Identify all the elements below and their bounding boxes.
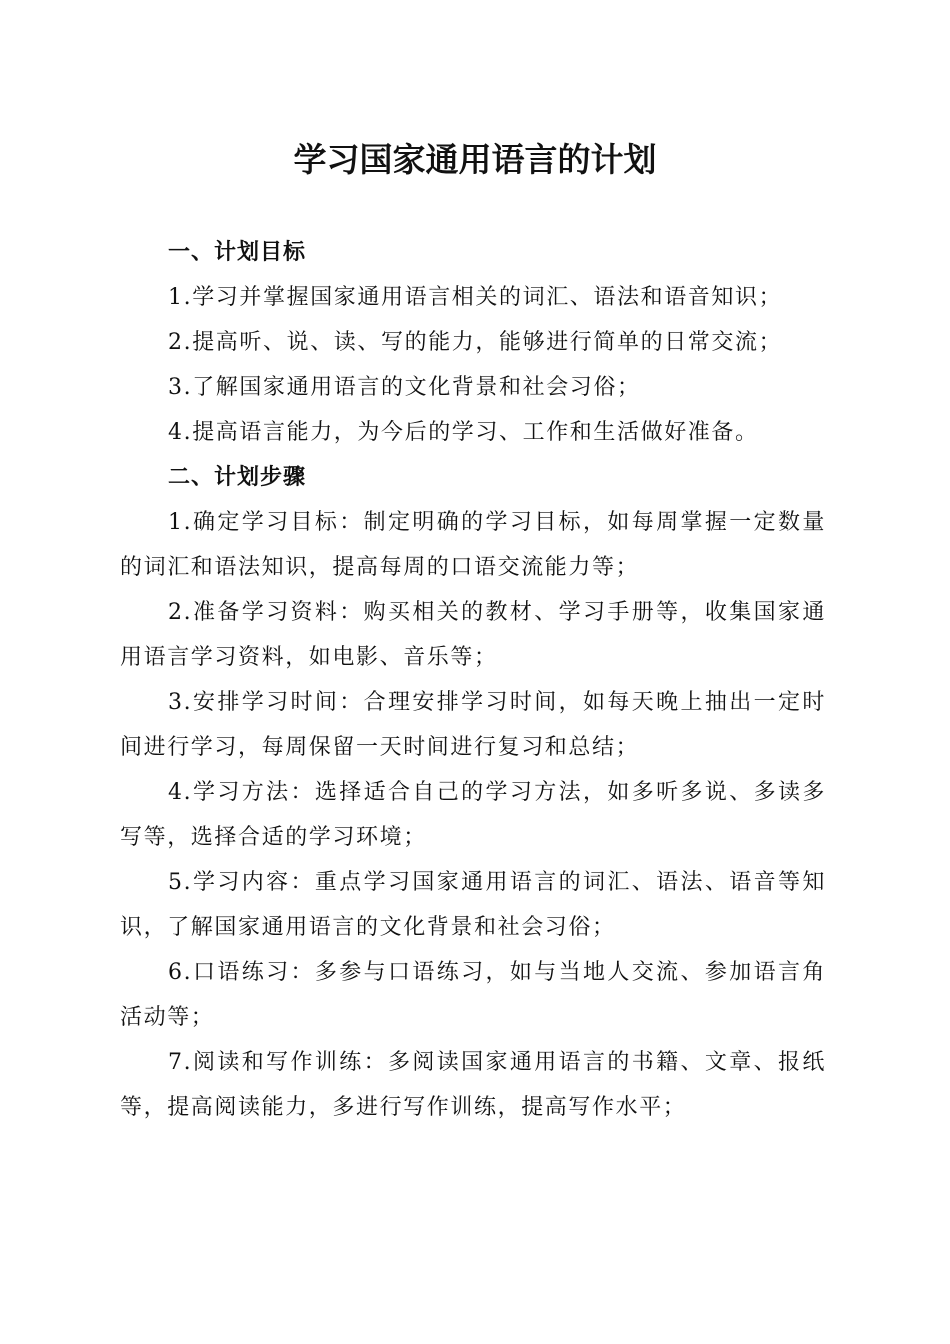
section-heading-goals: 一、计划目标 — [168, 240, 307, 265]
step-item: 1.确定学习目标：制定明确的学习目标，如每周掌握一定数量的词汇和语法知识，提高每周的口语交流能力等； — [120, 510, 826, 580]
goal-item: 3.了解国家通用语言的文化背景和社会习俗； — [168, 375, 641, 400]
document-title: 学习国家通用语言的计划 — [293, 140, 657, 179]
step-item: 5.学习内容：重点学习国家通用语言的词汇、语法、语音等知识，了解国家通用语言的文化背景和社会习俗； — [120, 870, 826, 940]
step-item: 7.阅读和写作训练：多阅读国家通用语言的书籍、文章、报纸等，提高阅读能力，多进行写作训练，提高写作水平； — [120, 1050, 826, 1120]
section-heading-steps: 二、计划步骤 — [168, 465, 307, 490]
goal-item: 1.学习并掌握国家通用语言相关的词汇、语法和语音知识； — [168, 285, 783, 310]
goal-item: 4.提高语言能力，为今后的学习、工作和生活做好准备。 — [168, 420, 759, 445]
goal-item: 2.提高听、说、读、写的能力，能够进行简单的日常交流； — [168, 330, 783, 355]
document-body — [120, 230, 826, 1130]
step-item: 2.准备学习资料：购买相关的教材、学习手册等，收集国家通用语言学习资料，如电影、音乐等； — [120, 600, 826, 670]
step-item: 6.口语练习：多参与口语练习，如与当地人交流、参加语言角活动等； — [120, 960, 826, 1030]
step-item: 3.安排学习时间：合理安排学习时间，如每天晚上抽出一定时间进行学习，每周保留一天时间进行复习和总结； — [120, 690, 826, 760]
step-item: 4.学习方法：选择适合自己的学习方法，如多听多说、多读多写等，选择合适的学习环境； — [120, 780, 826, 850]
